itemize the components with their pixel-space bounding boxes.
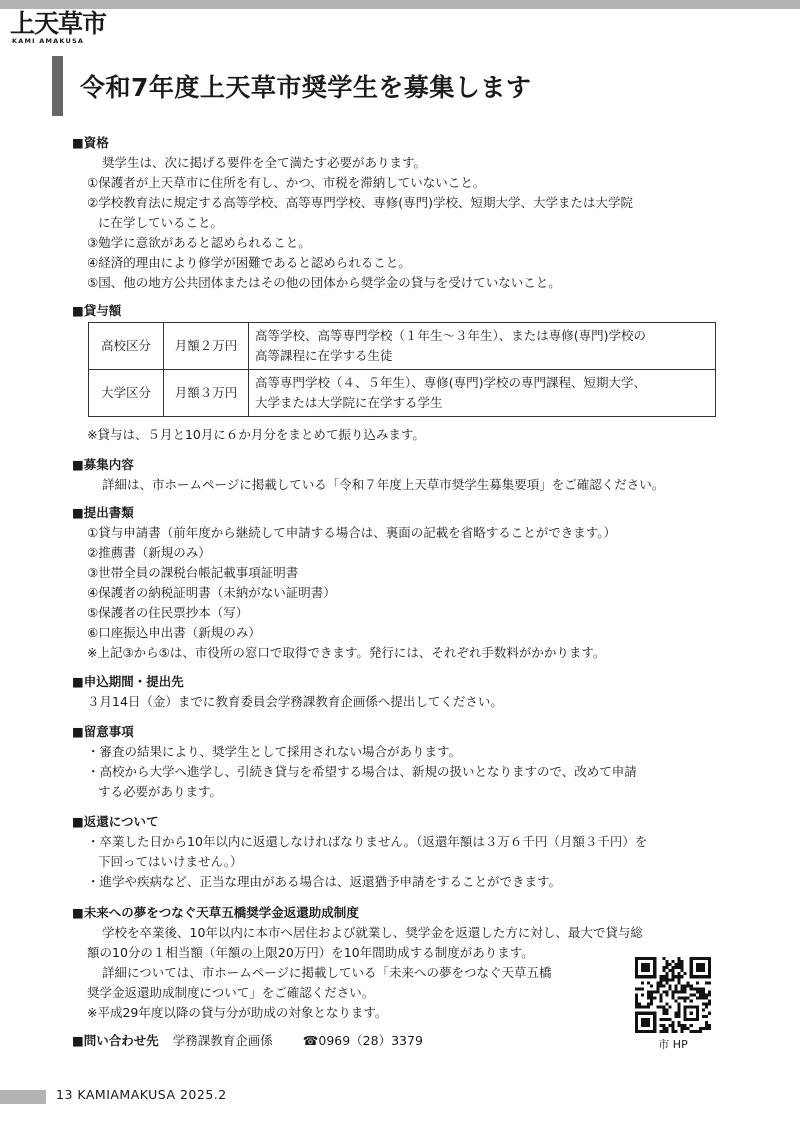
loan-table bbox=[88, 322, 716, 417]
loan-section bbox=[72, 301, 732, 321]
qr-code[interactable] bbox=[635, 957, 711, 1033]
qualification-item: ③勉学に意欲があると認められること。 bbox=[87, 235, 311, 250]
documents-section bbox=[72, 503, 732, 663]
future-section bbox=[72, 903, 732, 1023]
notes-section bbox=[72, 722, 732, 802]
content-text: 詳細は、市ホームページに掲載している「令和７年度上天草市奨学生募集要項」をご確認ください。 bbox=[102, 477, 665, 492]
qualification-section bbox=[72, 133, 732, 293]
qualification-intro: 奨学生は、次に掲げる要件を全て満たす必要があります。 bbox=[102, 155, 427, 170]
contact-heading: ■問い合わせ先 bbox=[72, 1033, 159, 1048]
future-line: 額の10分の１相当額（年額の上限20万円）を10年間助成する制度があります。 bbox=[87, 945, 534, 960]
repayment-item-continued: 下回ってはいけません。） bbox=[98, 854, 243, 869]
title-accent-bar bbox=[52, 56, 63, 116]
document-item: ②推薦書（新規のみ） bbox=[87, 545, 211, 560]
note-item: ・高校から大学へ進学し、引続き貸与を希望する場合は、新規の扱いとなりますので、改めて申請 bbox=[87, 764, 637, 779]
title-block bbox=[52, 56, 752, 116]
contact-section bbox=[72, 1031, 732, 1051]
loan-description-line: 大学または大学院に在学する学生 bbox=[255, 395, 443, 410]
qualification-heading: ■資格 bbox=[72, 135, 109, 150]
contact-phone[interactable]: ☎0969（28）3379 bbox=[302, 1033, 423, 1048]
note-item: ・審査の結果により、奨学生として採用されない場合があります。 bbox=[87, 744, 462, 759]
loan-category: 大学区分 bbox=[89, 370, 164, 417]
table-row bbox=[89, 323, 716, 370]
table-row bbox=[89, 370, 716, 417]
future-line: 奨学金返還助成制度について」をご確認ください。 bbox=[87, 985, 375, 1000]
loan-category: 高校区分 bbox=[89, 323, 164, 370]
city-logo bbox=[10, 10, 120, 46]
document-item: ④保護者の納税証明書（未納がない証明書） bbox=[87, 585, 336, 600]
contact-line bbox=[72, 1031, 732, 1051]
page-footer: 13 KAMIAMAKUSA 2025.2 bbox=[56, 1087, 227, 1102]
loan-description bbox=[249, 370, 716, 417]
period-section bbox=[72, 672, 732, 712]
notes-heading: ■留意事項 bbox=[72, 724, 134, 739]
document-item: ⑥口座振込申出書（新規のみ） bbox=[87, 625, 261, 640]
documents-note: ※上記③から⑤は、市役所の窓口で取得できます。発行には、それぞれ手数料がかかります。 bbox=[87, 645, 606, 660]
qualification-item: ①保護者が上天草市に住所を有し、かつ、市税を滞納していないこと。 bbox=[87, 175, 486, 190]
document-item: ③世帯全員の課税台帳記載事項証明書 bbox=[87, 565, 299, 580]
period-heading: ■申込期間・提出先 bbox=[72, 674, 184, 689]
period-text: ３月14日（金）までに教育委員会学務課教育企画係へ提出してください。 bbox=[87, 694, 503, 709]
note-item-continued: する必要があります。 bbox=[98, 784, 223, 799]
loan-description-line: 高等課程に在学する生徒 bbox=[255, 348, 393, 363]
page-title: 令和7年度上天草市奨学生を募集します bbox=[80, 73, 532, 102]
content-heading: ■募集内容 bbox=[72, 457, 134, 472]
repayment-section bbox=[72, 812, 732, 892]
qualification-item-continued: に在学していること。 bbox=[98, 215, 224, 230]
documents-heading: ■提出書類 bbox=[72, 505, 134, 520]
loan-heading: ■貸与額 bbox=[72, 303, 122, 318]
qualification-item: ②学校教育法に規定する高等学校、高等専門学校、専修(専門)学校、短期大学、大学または大学院 bbox=[87, 195, 633, 210]
loan-note: ※貸与は、５月と10月に６か月分をまとめて振り込みます。 bbox=[87, 427, 425, 442]
repayment-heading: ■返還について bbox=[72, 814, 159, 829]
qualification-item: ④経済的理由により修学が困難であると認められること。 bbox=[87, 255, 411, 270]
repayment-item: ・卒業した日から10年以内に返還しなければなりません。（返還年額は３万６千円（月額３千円）を bbox=[87, 834, 648, 849]
document-item: ①貸与申請書（前年度から継続して申請する場合は、裏面の記載を省略することができます。） bbox=[87, 525, 616, 540]
repayment-item: ・進学や疾病など、正当な理由がある場合は、返還猶予申請をすることができます。 bbox=[87, 874, 562, 889]
contact-dept: 学務課教育企画係 bbox=[172, 1033, 273, 1048]
future-line: 詳細については、市ホームページに掲載している「未来への夢をつなぐ天草五橋 bbox=[102, 965, 552, 980]
footer-bar bbox=[0, 1090, 46, 1104]
content-section bbox=[72, 455, 732, 495]
qualification-item: ⑤国、他の地方公共団体またはその他の団体から奨学金の貸与を受けていないこと。 bbox=[87, 275, 561, 290]
document-item: ⑤保護者の住民票抄本（写） bbox=[87, 605, 249, 620]
qr-label: 市 HP bbox=[658, 1038, 688, 1051]
future-heading: ■未来への夢をつなぐ天草五橋奨学金返還助成制度 bbox=[72, 905, 359, 920]
loan-description-line: 高等学校、高等専門学校（１年生～３年生）、または専修(専門)学校の bbox=[255, 328, 647, 343]
loan-description bbox=[249, 323, 716, 370]
loan-amount: 月額２万円 bbox=[164, 323, 249, 370]
top-bar bbox=[0, 0, 800, 9]
loan-note-block bbox=[72, 425, 732, 445]
loan-amount: 月額３万円 bbox=[164, 370, 249, 417]
future-line: 学校を卒業後、10年以内に本市へ居住および就業し、奨学金を返還した方に対し、最大で貸与総 bbox=[102, 925, 643, 940]
future-line: ※平成29年度以降の貸与分が助成の対象となります。 bbox=[87, 1005, 388, 1020]
loan-description-line: 高等専門学校（４、５年生）、専修(専門)学校の専門課程、短期大学、 bbox=[255, 375, 647, 390]
logo-sub-text: KAMI AMAKUSA bbox=[12, 37, 85, 45]
logo-main-text: 上天草市 bbox=[10, 9, 107, 38]
